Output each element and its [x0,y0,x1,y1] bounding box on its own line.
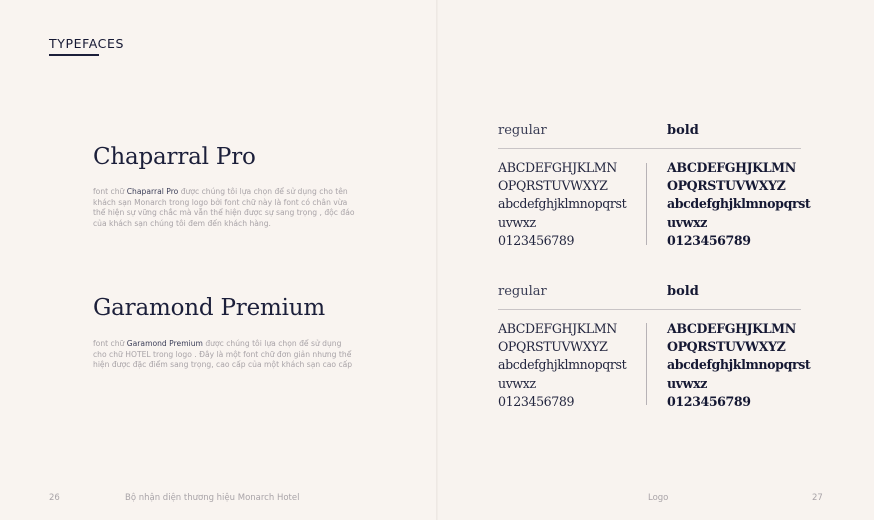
specimen-uppercase-2: OPQRSTUVWXYZ [498,178,608,194]
specimen-uppercase-2: OPQRSTUVWXYZ [667,339,786,355]
specimen-lowercase-2: uvwxz [667,375,707,391]
regular-label: regular [498,123,547,138]
specimen-digits: 0123456789 [498,232,575,248]
label-divider [498,148,801,149]
specimen-lowercase-1: abcdefghjklmnopqrst [667,357,811,373]
section-title-underline [49,54,99,56]
desc-font-highlight: Garamond Premium [126,339,203,348]
font-name-garamond: Garamond Premium [93,295,325,321]
label-divider [498,309,801,310]
specimen-lowercase-2: uvwxz [667,214,707,230]
specimen-digits: 0123456789 [498,393,575,409]
desc-prefix: font chữ [93,187,127,196]
bold-label: bold [667,284,699,299]
regular-specimen [498,159,626,250]
bold-label: bold [667,123,699,138]
desc-rest: được chúng tôi lựa chọn để sử dụng cho chữ HOTEL trong logo . Đây là một font chữ đơn giản nhưng thể hiện được đặc điểm sang trọng, cao cấp của một khách sạn cao cấp [93,339,353,370]
specimen-uppercase-1: ABCDEFGHJKLMN [498,321,617,336]
bold-specimen [667,159,810,250]
page-gutter [436,0,438,520]
section-title: TYPEFACES [49,36,125,51]
desc-rest: được chúng tôi lựa chọn để sử dụng cho tên khách sạn Monarch trong logo bởi font chữ này là font có chân vừa thể hiện sự vững chắc mà vẫn thể hiện được sự sang trọng , độc đáo của khách sạn chúng tôi đem đến khách hàng. [93,187,355,228]
font-name-chaparral: Chaparral Pro [93,144,256,170]
specimen-lowercase-1: abcdefghjklmnopqrst [498,357,627,373]
desc-font-highlight: Chaparral Pro [126,187,179,196]
right-page [437,0,874,520]
specimen-lowercase-2: uvwxz [498,375,536,391]
specimen-divider [646,323,647,405]
specimen-divider [646,163,647,245]
specimen-lowercase-1: abcdefghjklmnopqrst [667,196,811,212]
specimen-digits: 0123456789 [667,393,751,409]
specimen-digits: 0123456789 [667,232,751,248]
right-page-number: 27 [812,493,823,503]
specimen-lowercase-1: abcdefghjklmnopqrst [498,196,627,212]
regular-label: regular [498,284,547,299]
left-footer-text: Bộ nhận diện thương hiệu Monarch Hotel [125,493,300,503]
font-description-garamond [93,339,355,371]
font-description-chaparral [93,187,355,229]
desc-prefix: font chữ [93,339,127,348]
specimen-uppercase-2: OPQRSTUVWXYZ [667,178,786,194]
left-page-number: 26 [49,493,60,503]
specimen-uppercase-1: ABCDEFGHJKLMN [667,321,796,336]
bold-specimen [667,320,810,411]
regular-specimen [498,320,626,411]
specimen-lowercase-2: uvwxz [498,214,536,230]
specimen-uppercase-2: OPQRSTUVWXYZ [498,339,608,355]
specimen-uppercase-1: ABCDEFGHJKLMN [667,160,796,175]
specimen-uppercase-1: ABCDEFGHJKLMN [498,160,617,175]
right-footer-text: Logo [648,493,669,503]
